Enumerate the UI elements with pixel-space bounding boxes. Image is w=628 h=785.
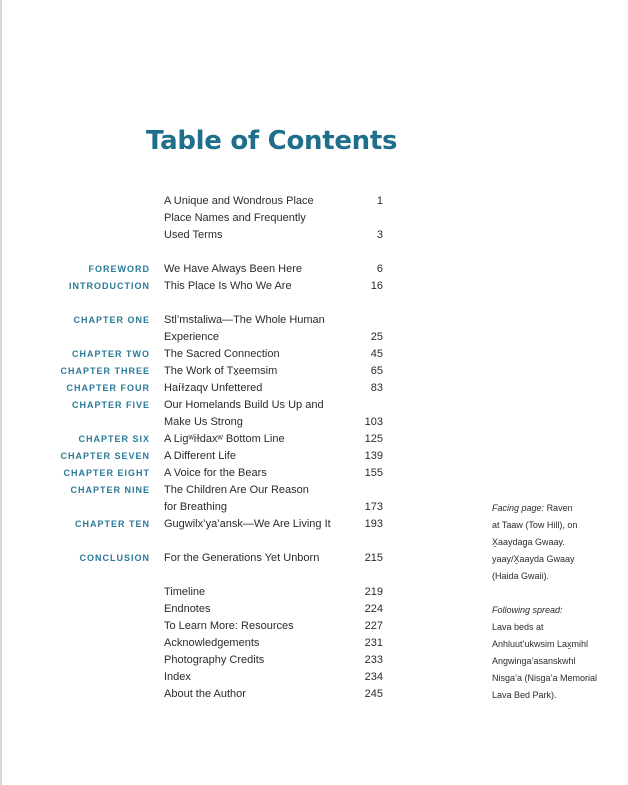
toc-page-number: 1 <box>376 195 383 207</box>
toc-section-label: INTRODUCTION <box>69 281 150 291</box>
caption-line: Lava Bed Park). <box>492 690 557 700</box>
toc-page-number: 83 <box>370 382 383 394</box>
toc-row <box>0 465 628 482</box>
caption-line: yaay/X̱aayda Gwaay <box>492 554 575 564</box>
toc-section-label: CHAPTER NINE <box>70 485 150 495</box>
toc-page-number: 103 <box>364 416 383 428</box>
toc-page-number: 155 <box>364 467 383 479</box>
toc-entry-title: Endnotes <box>164 603 211 615</box>
caption-line: (Haida Gwaii). <box>492 571 550 581</box>
toc-section-label: CHAPTER SIX <box>78 434 150 444</box>
toc-row <box>0 584 628 601</box>
toc-section-label: CHAPTER EIGHT <box>63 468 150 478</box>
caption-line: at Taaw (Tow Hill), on <box>492 520 578 530</box>
caption-heading: Following spread: <box>492 605 563 615</box>
toc-page-number: 125 <box>364 433 383 445</box>
toc-row <box>0 414 628 431</box>
toc-page-number: 3 <box>376 229 383 241</box>
toc-section-label: CHAPTER SEVEN <box>60 451 150 461</box>
toc-section-label: CONCLUSION <box>79 553 150 563</box>
toc-page-number: 231 <box>364 637 383 649</box>
toc-page-number: 25 <box>370 331 383 343</box>
caption-line: X̱aaydag̱a Gwaay. <box>492 537 565 547</box>
toc-entry-title: Experience <box>164 331 220 343</box>
toc-entry-title: This Place Is Who We Are <box>164 280 292 292</box>
caption-line: Anhluut’ukwsim Lax̱mihl <box>492 639 589 649</box>
caption-heading: Facing page: <box>492 503 545 513</box>
toc-entry-title: Acknowledgements <box>164 637 260 649</box>
toc-section-label: CHAPTER TWO <box>72 349 150 359</box>
toc-entry-title: Timeline <box>164 586 206 598</box>
toc-entry-title: For the Generations Yet Unborn <box>164 552 320 564</box>
toc-row <box>0 261 628 278</box>
toc-row <box>0 227 628 244</box>
toc-row <box>0 312 628 329</box>
toc-entry-title: To Learn More: Resources <box>164 620 294 632</box>
toc-row <box>0 380 628 397</box>
toc-entry-title: A Unique and Wondrous Place <box>164 195 314 207</box>
toc-page-number: 193 <box>364 518 383 530</box>
toc-page-number: 219 <box>364 586 383 598</box>
toc-entry-title: Gugwilx’ya’ansk—We Are Living It <box>164 518 331 530</box>
toc-entry-title: About the Author <box>164 688 246 700</box>
toc-entry-title: Place Names and Frequently <box>164 212 306 224</box>
toc-section-label: CHAPTER THREE <box>60 366 150 376</box>
toc-entry-title: Stl’mstaliwa—The Whole Human <box>164 314 325 326</box>
toc-entry-title: The Work of Tx̱eemsim <box>164 365 278 377</box>
toc-page-number: 16 <box>370 280 383 292</box>
toc-entry-title: Haíɫzaqv Unfettered <box>164 382 263 394</box>
toc-page-number: 224 <box>364 603 383 615</box>
toc-page-number: 139 <box>364 450 383 462</box>
page-title: Table of Contents <box>146 126 398 156</box>
toc-entry-title: Make Us Strong <box>164 416 243 428</box>
toc-entry-title: Photography Credits <box>164 654 265 666</box>
toc-page-number: 45 <box>370 348 383 360</box>
toc-entry-title: The Children Are Our Reason <box>164 484 309 496</box>
caption-line: Angwinga’asanskwhl <box>492 656 576 666</box>
toc-row <box>0 431 628 448</box>
caption-line: Lava beds at <box>492 622 544 632</box>
toc-page-number: 65 <box>370 365 383 377</box>
toc-section-label: CHAPTER TEN <box>74 519 150 529</box>
toc-page-number: 234 <box>364 671 383 683</box>
toc-entry-title: for Breathing <box>164 501 227 513</box>
toc-row <box>0 482 628 499</box>
toc-entry-title: A Ligʷiɫdaxʷ Bottom Line <box>164 433 285 445</box>
toc-section-label: CHAPTER FOUR <box>66 383 150 393</box>
facing-page-caption <box>492 500 622 585</box>
toc-section-label: CHAPTER FIVE <box>71 400 150 410</box>
toc-row <box>0 397 628 414</box>
toc-row <box>0 363 628 380</box>
toc-page-number: 6 <box>376 263 383 275</box>
caption-line: Raven <box>546 503 573 513</box>
toc-row <box>0 210 628 227</box>
toc-entry-title: The Sacred Connection <box>164 348 280 360</box>
toc-page-number: 215 <box>364 552 383 564</box>
toc-entry-title: Used Terms <box>164 229 223 241</box>
toc-section-label: CHAPTER ONE <box>73 315 150 325</box>
caption-line: Nisga’a (Nisga’a Memorial <box>492 673 598 683</box>
toc-row <box>0 448 628 465</box>
toc-entry-title: A Voice for the Bears <box>164 467 267 479</box>
toc-page-number: 227 <box>364 620 383 632</box>
toc-section-label: FOREWORD <box>88 264 150 274</box>
toc-entry-title: We Have Always Been Here <box>164 263 302 275</box>
toc-entry-title: A Different Life <box>164 450 236 462</box>
toc-page-number: 245 <box>364 688 383 700</box>
toc-row <box>0 278 628 295</box>
following-spread-caption <box>492 602 622 704</box>
toc-row <box>0 193 628 210</box>
toc-row <box>0 329 628 346</box>
toc-entry-title: Our Homelands Build Us Up and <box>164 399 324 411</box>
toc-row <box>0 346 628 363</box>
toc-page-number: 233 <box>364 654 383 666</box>
toc-page-number: 173 <box>364 501 383 513</box>
toc-entry-title: Index <box>164 671 191 683</box>
